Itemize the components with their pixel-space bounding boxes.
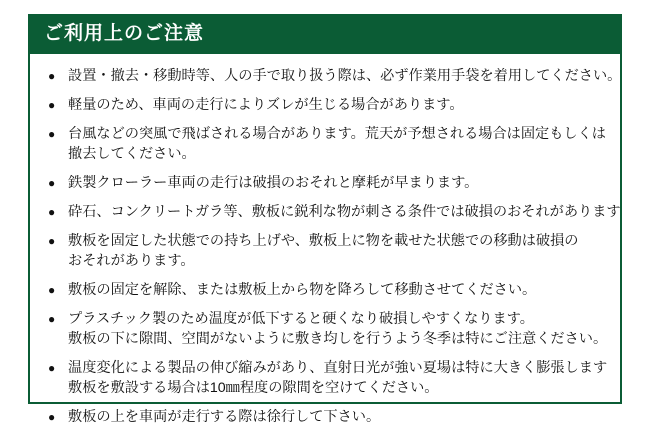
list-item-line: 鉄製クローラー車両の走行は破損のおそれと摩耗が早まります。 bbox=[68, 174, 479, 191]
list-item-text bbox=[68, 202, 621, 222]
bullet-icon: ● bbox=[48, 233, 56, 248]
list-item bbox=[46, 66, 622, 86]
list-item-text bbox=[68, 407, 604, 427]
list-item-text bbox=[68, 231, 604, 271]
bullet-icon: ● bbox=[48, 282, 56, 297]
list-item bbox=[46, 95, 604, 115]
list-item-line: 敷板の下に隙間、空間がないように敷き均しを行うよう冬季は特にご注意ください。 bbox=[68, 330, 608, 347]
list-item-text bbox=[68, 95, 604, 115]
list-item-text bbox=[68, 309, 607, 349]
list-item-line: 敷板を固定した状態での持ち上げや、敷板上に物を載せた状態での移動は破損の bbox=[68, 232, 579, 249]
bullet-icon: ● bbox=[48, 409, 56, 424]
notice-frame bbox=[28, 14, 622, 425]
bullet-icon: ● bbox=[48, 204, 56, 219]
list-item bbox=[46, 309, 608, 349]
list-item-line: 撤去してください。 bbox=[68, 145, 196, 162]
bullet-icon: ● bbox=[48, 175, 56, 190]
bullet-icon: ● bbox=[48, 126, 56, 141]
notice-title: ご利用上のご注意 bbox=[30, 16, 620, 54]
list-item bbox=[46, 173, 604, 193]
list-item-line: 敷板の上を車両が走行する際は徐行して下さい。 bbox=[68, 408, 381, 425]
list-item-line: プラスチック製のため温度が低下すると硬くなり破損しやすくなります。 bbox=[68, 310, 534, 327]
list-item bbox=[46, 124, 604, 164]
bullet-icon: ● bbox=[48, 311, 56, 326]
list-item-line: 敷板の固定を解除、または敷板上から物を降ろして移動させてください。 bbox=[68, 281, 537, 298]
list-item-text bbox=[68, 173, 604, 193]
bullet-icon: ● bbox=[48, 97, 56, 112]
list-item-text bbox=[68, 124, 606, 164]
list-item-text bbox=[68, 66, 621, 86]
list-item-text bbox=[68, 280, 604, 300]
list-item bbox=[46, 202, 621, 222]
list-item-line: おそれがあります。 bbox=[68, 252, 195, 269]
bullet-icon: ● bbox=[48, 68, 56, 83]
list-item bbox=[46, 280, 604, 300]
list-item bbox=[46, 358, 608, 398]
list-item-line: 砕石、コンクリートガラ等、敷板に鋭利な物が刺さる条件では破損のおそれがあります bbox=[68, 203, 621, 220]
list-item bbox=[46, 407, 604, 427]
bullet-icon: ● bbox=[48, 360, 56, 375]
list-item bbox=[46, 231, 604, 271]
list-item-line: 設置・撤去・移動時等、人の手で取り扱う際は、必ず作業用手袋を着用してください。 bbox=[68, 67, 622, 84]
list-item-line: 温度変化による製品の伸び縮みがあり、直射日光が強い夏場は特に大きく膨張します bbox=[68, 359, 608, 376]
notice-list bbox=[30, 54, 620, 444]
list-item-text bbox=[68, 358, 607, 398]
list-item-line: 台風などの突風で飛ばされる場合があります。荒天が予想される場合は固定もしくは bbox=[68, 125, 606, 142]
list-item-line: 軽量のため、車両の走行によりズレが生じる場合があります。 bbox=[68, 96, 464, 113]
list-item-line: 敷板を敷設する場合は10㎜程度の隙間を空けてください。 bbox=[68, 379, 439, 396]
